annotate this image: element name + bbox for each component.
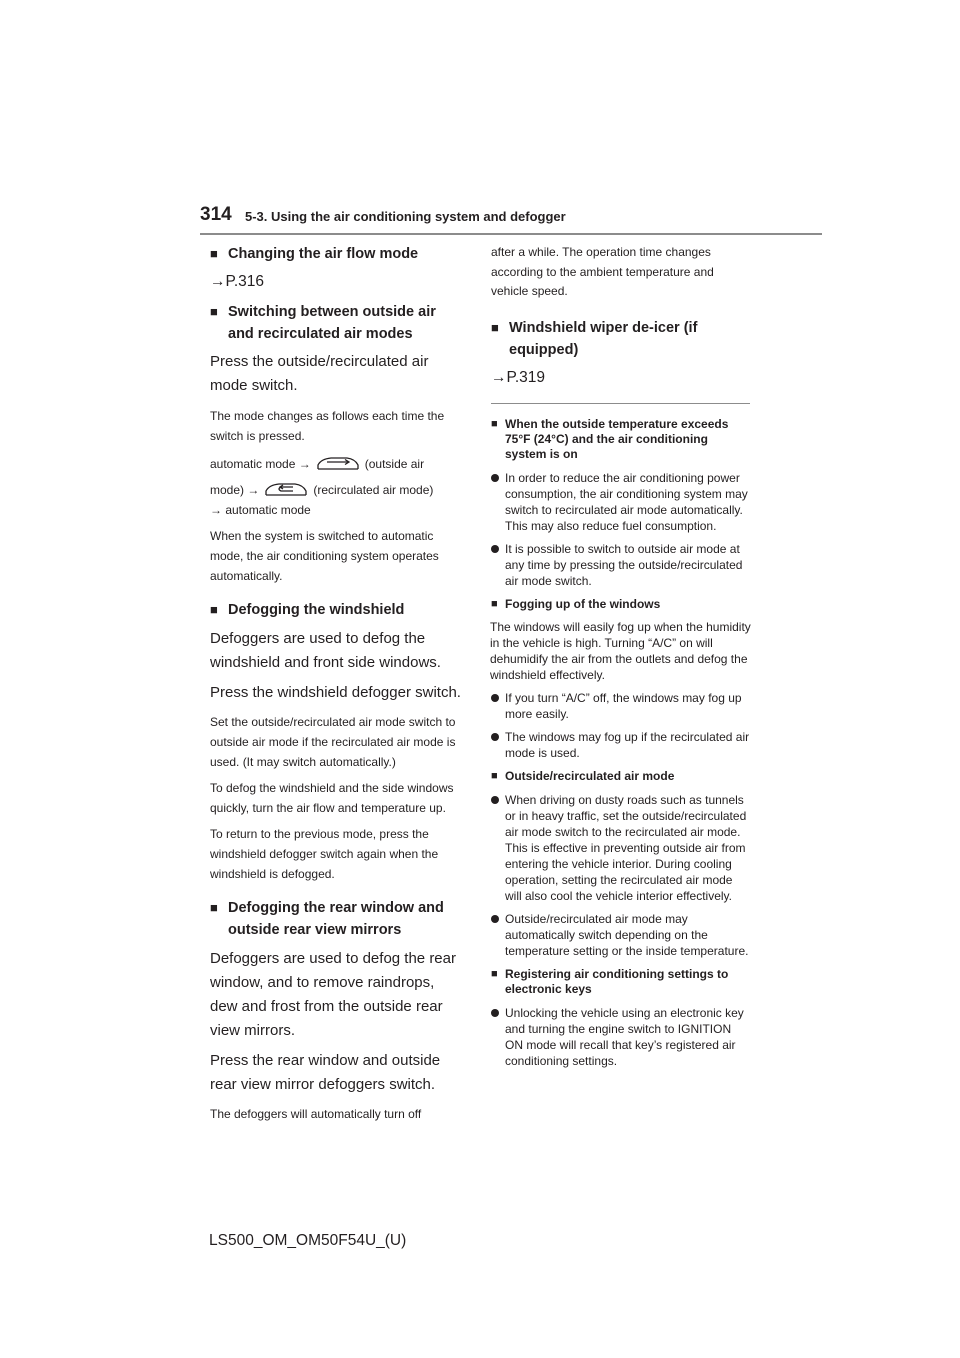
page-number: 314 [200,204,232,225]
round-bullet-icon [491,792,505,904]
outside-air-note: The mode changes as follows each time the switch is pressed. [210,409,445,443]
temp-note-heading: ■ When the outside temperature exceeds 75°F (24°C) and the air conditioning system is on [491,416,729,461]
airflow-heading: ■ Changing the air flow mode [210,243,464,265]
list-item: If you turn “A/C” off, the windows may fog up more easily. [491,690,751,722]
osr-note-heading: ■ Outside/recirculated air mode [491,768,675,783]
square-bullet-icon: ■ [491,417,498,430]
outside-air-heading: ■ Switching between outside air and recirculated air modes [210,301,464,345]
list-item: Outside/recirculated air mode may automatically switch depending on the temperature setting or the inside temperature. [491,911,751,959]
rear-instruction: Press the rear window and outside rear view mirror defoggers switch. [210,1052,441,1093]
list-item: It is possible to switch to outside air mode at any time by pressing the outside/recirculated air mode switch. [491,541,751,589]
recirculated-air-icon [263,482,309,498]
mode-sequence-line-2: mode) → (recirculated air mode) [210,483,434,497]
list-item: Unlocking the vehicle using an electronic key and turning the engine switch to IGNITION ON mode will recall that key’s registered air conditioning settings. [491,1005,751,1069]
header-rule [200,233,822,235]
fog-note-paragraph: The windows will easily fog up when the humidity in the vehicle is high. Turning “A/C” on will dehumidify the air from the outlets and defog the windshield effectively. [490,619,751,682]
list-item: When driving on dusty roads such as tunnels or in heavy traffic, set the outside/recirculated air mode switch to the recirculated air mode. This is effective in preventing outside air from entering the vehicle interior. During cooling operation, setting the recirculated air mode will also cool the vehicle interior effectively. [491,792,751,904]
rear-desc: Defoggers are used to defog the rear window, and to remove raindrops, dew and frost from the outside rear view mirrors. [210,950,456,1039]
windshield-note-2: To defog the windshield and the side windows quickly, turn the air flow and temperature up. [210,781,454,815]
square-bullet-icon: ■ [491,597,498,610]
square-bullet-icon: ■ [210,304,218,319]
outside-air-note-2: When the system is switched to automatic mode, the air conditioning system operates automatically. [210,529,439,583]
rear-note: The defoggers will automatically turn off [210,1107,422,1121]
windshield-desc: Defoggers are used to defog the windshield and front side windows. [210,630,441,671]
square-bullet-icon: ■ [210,900,218,915]
outside-air-icon [315,456,361,472]
windshield-note-3: To return to the previous mode, press the windshield defogger switch again when the windshield is defogged. [210,827,439,881]
round-bullet-icon [491,541,505,589]
outside-air-instruction: Press the outside/recirculated air mode switch. [210,353,429,394]
document-code: LS500_OM_OM50F54U_(U) [209,1232,407,1249]
round-bullet-icon [491,911,505,959]
list-item: The windows may fog up if the recirculated air mode is used. [491,729,751,761]
windshield-note-1: Set the outside/recirculated air mode switch to outside air mode if the recirculated air mode is used. (It may switch automatically.) [210,715,456,769]
section-title: 5-3. Using the air conditioning system and defogger [245,209,566,224]
wiper-ref[interactable]: →P.319 [491,368,546,386]
notes-divider [491,403,750,404]
mode-sequence-line-3: → automatic mode [210,503,311,517]
list-item: In order to reduce the air conditioning power consumption, the air conditioning system may switch to recirculated air mode automatically. This may also reduce fuel consumption. [491,470,751,534]
square-bullet-icon: ■ [491,967,498,980]
square-bullet-icon: ■ [210,246,218,261]
reg-note-heading: ■ Registering air conditioning settings to electronic keys [491,966,729,996]
round-bullet-icon [491,690,505,722]
airflow-ref[interactable]: →P.316 [210,273,265,290]
square-bullet-icon: ■ [491,319,499,335]
mode-sequence-line-1: automatic mode → (outside air [210,457,425,471]
square-bullet-icon: ■ [491,769,498,782]
rear-note-continued: after a while. The operation time changes according to the ambient temperature and vehicle speed. [491,245,714,298]
right-column [491,243,751,1069]
rear-heading: ■ Defogging the rear window and outside rear view mirrors [210,897,464,941]
round-bullet-icon [491,470,505,534]
wiper-heading: ■ Windshield wiper de-icer (if equipped) [491,317,751,361]
fog-note-heading: ■ Fogging up of the windows [491,596,661,611]
square-bullet-icon: ■ [210,602,218,617]
windshield-heading: ■ Defogging the windshield [210,599,464,621]
round-bullet-icon [491,1005,505,1069]
windshield-instruction: Press the windshield defogger switch. [210,684,461,701]
round-bullet-icon [491,729,505,761]
left-column [210,243,464,1124]
